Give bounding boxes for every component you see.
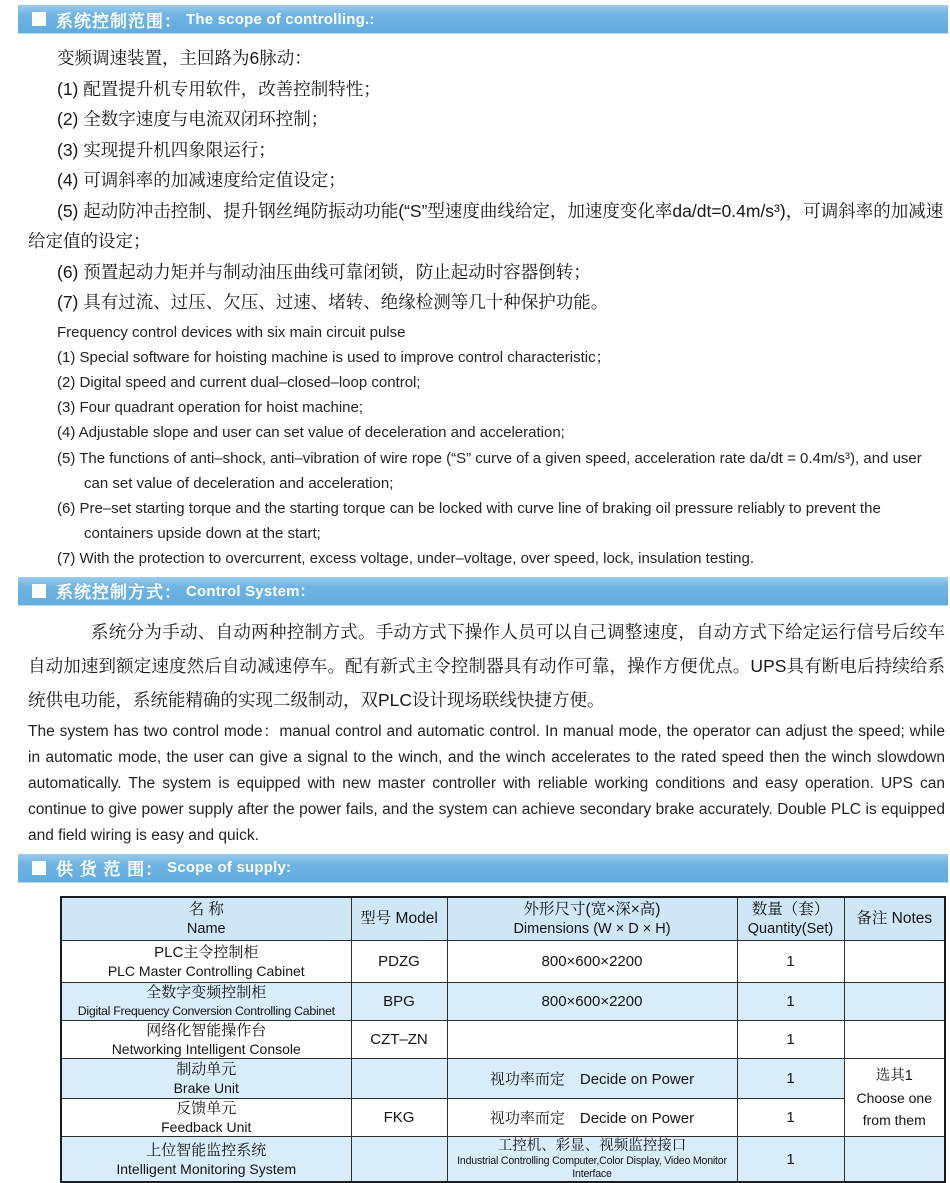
cell-model: BPG — [351, 983, 447, 1021]
scope-en-list — [57, 320, 945, 572]
scope-item-en-6: (6) Pre–set starting torque and the starting torque can be locked with curve line of braking oil pressure reliably to prevent the containers upside down at the start; — [57, 499, 881, 543]
section-title-zh: 供 货 范 围： — [56, 860, 164, 880]
document-page — [0, 5, 950, 1181]
scope-intro-en: Frequency control devices with six main circuit pulse — [57, 323, 406, 341]
square-bullet-icon — [32, 12, 46, 26]
scope-item-en-7: (7) With the protection to overcurrent, excess voltage, under–voltage, over speed, lock, insulation testing. — [57, 550, 755, 568]
cell-quantity: 1 — [737, 1059, 844, 1099]
cell-name: 制动单元 Brake Unit — [61, 1059, 351, 1099]
cell-name: PLC主令控制柜 PLC Master Controlling Cabinet — [61, 941, 351, 983]
cell-model — [351, 1137, 447, 1183]
cell-notes-merged: 选其1 Choose one from them — [844, 1059, 945, 1137]
table-row — [61, 941, 945, 983]
cell-dimensions: 视功率而定 Decide on Power — [447, 1059, 737, 1099]
section-title-en: Control System： — [186, 583, 315, 601]
cell-name: 上位智能监控系统 Intelligent Monitoring System — [61, 1137, 351, 1183]
section-title-en: The scope of controlling.: — [186, 10, 375, 28]
header-quantity: 数量（套） Quantity(Set) — [737, 897, 844, 941]
cell-dimensions: 800×600×2200 — [447, 941, 737, 983]
square-bullet-icon — [32, 584, 46, 598]
cell-dimensions: 800×600×2200 — [447, 983, 737, 1021]
cell-quantity: 1 — [737, 1021, 844, 1059]
table-row — [61, 1099, 945, 1137]
section-title-zh: 系统控制方式： — [56, 583, 182, 603]
cell-dimensions — [447, 1021, 737, 1059]
section-title-zh: 系统控制范围： — [56, 11, 182, 31]
scope-item-en-2: (2) Digital speed and current dual–closed–loop control; — [57, 373, 421, 391]
header-name: 名 称 Name — [61, 897, 351, 941]
table-row — [61, 1021, 945, 1059]
section-header-control-system — [18, 577, 948, 605]
cell-dimensions: 工控机、彩显、视频监控接口 Industrial Controlling Computer,Color Display, Video Monitor Interface — [447, 1137, 737, 1183]
cell-notes — [844, 941, 945, 983]
cell-model — [351, 1059, 447, 1099]
cell-notes — [844, 1137, 945, 1183]
cell-dimensions: 视功率而定 Decide on Power — [447, 1099, 737, 1137]
scope-item-zh-4: (4) 可调斜率的加减速度给定值设定； — [57, 170, 346, 190]
table-row — [61, 983, 945, 1021]
cell-notes — [844, 983, 945, 1021]
scope-item-zh-6: (6) 预置起动力矩并与制动油压曲线可靠闭锁，防止起动时容器倒转； — [57, 261, 591, 282]
cell-model: PDZG — [351, 941, 447, 983]
cell-notes — [844, 1021, 945, 1059]
cell-name: 网络化智能操作台 Networking Intelligent Console — [61, 1021, 351, 1059]
table-row — [61, 1059, 945, 1099]
cell-quantity: 1 — [737, 983, 844, 1021]
control-paragraph-en: The system has two control mode：manual control and automatic control. In manual mode, the operator can adjust the speed; while in automatic mode, the user can give a signal to the winch, and the winch accelerates to the rated speed then the winch slowdown automatically. The system is equipped with new master controller with reliable working conditions and easy operation. UPS can continue to give power supply after the power fails, and the system can achieve secondary brake accurately. Double PLC is equipped and field wiring is easy and quick. — [28, 722, 945, 844]
supply-table — [60, 896, 946, 1183]
cell-name: 全数字变频控制柜 Digital Frequency Conversion Controlling Cabinet — [61, 983, 351, 1021]
scope-intro-zh: 变频调速装置，主回路为6脉动： — [57, 48, 312, 68]
table-row — [61, 1137, 945, 1183]
section-header-scope-of-supply — [18, 854, 948, 882]
scope-item-en-4: (4) Adjustable slope and user can set value of deceleration and acceleration; — [57, 424, 565, 442]
table-header-row — [61, 897, 945, 941]
scope-item-zh-3: (3) 实现提升机四象限运行； — [57, 139, 276, 160]
cell-name: 反馈单元 Feedback Unit — [61, 1099, 351, 1137]
section-title-en: Scope of supply: — [167, 859, 292, 877]
scope-item-en-3: (3) Four quadrant operation for hoist machine; — [57, 399, 363, 417]
scope-item-zh-5: (5) 起动防冲击控制、提升钢丝绳防振动功能(“S”型速度曲线给定，加速度变化率da/dt=0.4m/s³)，可调斜率的加减速给定值的设定； — [28, 200, 944, 251]
scope-item-zh-1: (1) 配置提升机专用软件，改善控制特性； — [57, 78, 381, 99]
cell-model: FKG — [351, 1099, 447, 1137]
cell-quantity: 1 — [737, 1137, 844, 1183]
header-notes: 备注 Notes — [844, 897, 945, 941]
square-bullet-icon — [32, 861, 46, 875]
cell-quantity: 1 — [737, 941, 844, 983]
scope-item-en-1: (1) Special software for hoisting machine is used to improve control characteristic； — [57, 348, 611, 366]
scope-item-zh-7: (7) 具有过流、过压、欠压、过速、堵转、绝缘检测等几十种保护功能。 — [57, 292, 609, 312]
scope-item-en-5: (5) The functions of anti–shock, anti–vibration of wire rope (“S” curve of a given speed, acceleration rate da/dt = 0.4m/s³), and user can set value of deceleration and acceleration; — [57, 449, 922, 492]
cell-model: CZT–ZN — [351, 1021, 447, 1059]
header-dimensions: 外形尺寸(宽×深×高) Dimensions (W × D × H) — [447, 897, 737, 941]
scope-zh-list — [28, 43, 945, 318]
header-model: 型号 Model — [351, 897, 447, 941]
cell-quantity: 1 — [737, 1099, 844, 1137]
scope-item-zh-2: (2) 全数字速度与电流双闭环控制； — [57, 109, 329, 129]
control-paragraph-zh: 系统分为手动、自动两种控制方式。手动方式下操作人员可以自己调整速度，自动方式下给定运行信号后绞车自动加速到额定速度然后自动减速停车。配有新式主令控制器具有动作可靠，操作方便优点。UPS具有断电后持续给系统供电功能，系统能精确的实现二级制动，双PLC设计现场联线快捷方便。 — [28, 621, 945, 710]
section-header-scope-of-controlling — [18, 5, 948, 33]
